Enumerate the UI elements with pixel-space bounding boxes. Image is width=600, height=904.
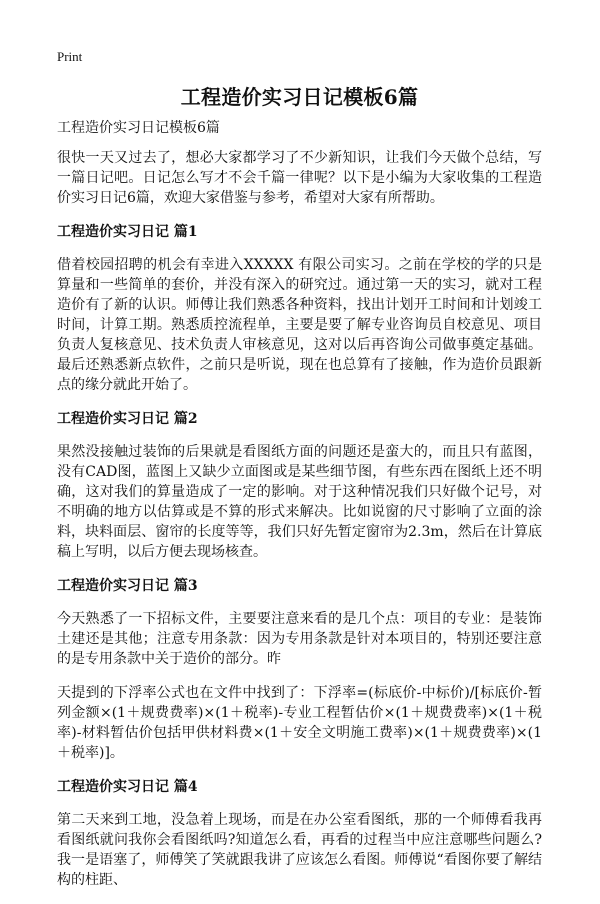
section-heading-4: 工程造价实习日记 篇4 — [57, 779, 198, 795]
print-link[interactable]: Print — [57, 49, 83, 64]
document-subtitle: 工程造价实习日记模板6篇 — [57, 120, 220, 136]
section-2-paragraph-1: 果然没接触过装饰的后果就是看图纸方面的问题还是蛮大的，而且只有蓝图，没有CAD图，蓝图上又缺少立面图或是某些细节图，有些东西在图纸上还不明确，这对我们的算量造成了一定的影响。对于这种情况我们只好做个记号，对不明确的地方以估算或是不算的形式来解决。比如说窗的尺寸影响了立面的涂料，块料面层、窗帘的长度等等，我们只好先暂定窗帘为2.3m，然后在计算底稿上写明，以后方便去现场核查。 — [57, 444, 542, 560]
section-heading-2: 工程造价实习日记 篇2 — [57, 411, 198, 427]
section-1-paragraph-1: 借着校园招聘的机会有幸进入XXXXX 有限公司实习。之前在学校的学的只是算量和一些简单的套价，并没有深入的研究过。通过第一天的实习，就对工程造价有了新的认识。师傅让我们熟悉各种资料，找出计划开工时间和计划竣工时间，计算工期。熟悉质控流程单，主要是要了解专业咨询员自校意见、项目负责人复核意见、技术负责人审核意见，这对以后再咨询公司做事奠定基础。最后还熟悉新点软件，之前只是听说，现在也总算有了接触，作为造价员跟新点的缘分就此开始了。 — [57, 257, 542, 393]
document-title: 工程造价实习日记模板6篇 — [180, 85, 419, 109]
section-3-paragraph-2: 天提到的下浮率公式也在文件中找到了：下浮率=(标底价-中标价)/[标底价-暂列金额×(1＋规费费率)×(1＋税率)-专业工程暂估价×(1＋规费费率)×(1＋税率)-材料暂估价包括甲供材料费×(1＋安全文明施工费率)×(1＋规费费率)×(1＋税率)]。 — [57, 685, 542, 761]
section-4-paragraph-1: 第二天来到工地，没急着上现场，而是在办公室看图纸，那的一个师傅看我再看图纸就问我你会看图纸吗?知道怎么看，再看的过程当中应注意哪些问题么?我一是语塞了，师傅笑了笑就跟我讲了应该怎么看图。师傅说“看图你要了解结构的柱距、 — [57, 812, 542, 888]
intro-paragraph: 很快一天又过去了，想必大家都学习了不少新知识，让我们今天做个总结，写一篇日记吧。日记怎么写才不会千篇一律呢？以下是小编为大家收集的工程造价实习日记6篇，欢迎大家借鉴与参考，希望对大家有所帮助。 — [57, 150, 542, 206]
section-heading-3: 工程造价实习日记 篇3 — [57, 578, 198, 594]
section-3-paragraph-1: 今天熟悉了一下招标文件，主要要注意来看的是几个点：项目的专业：是装饰土建还是其他；注意专用条款：因为专用条款是针对本项目的，特别还要注意的是专用条款中关于造价的部分。昨 — [57, 611, 542, 667]
section-heading-1: 工程造价实习日记 篇1 — [57, 224, 198, 240]
document-content — [57, 148, 542, 904]
